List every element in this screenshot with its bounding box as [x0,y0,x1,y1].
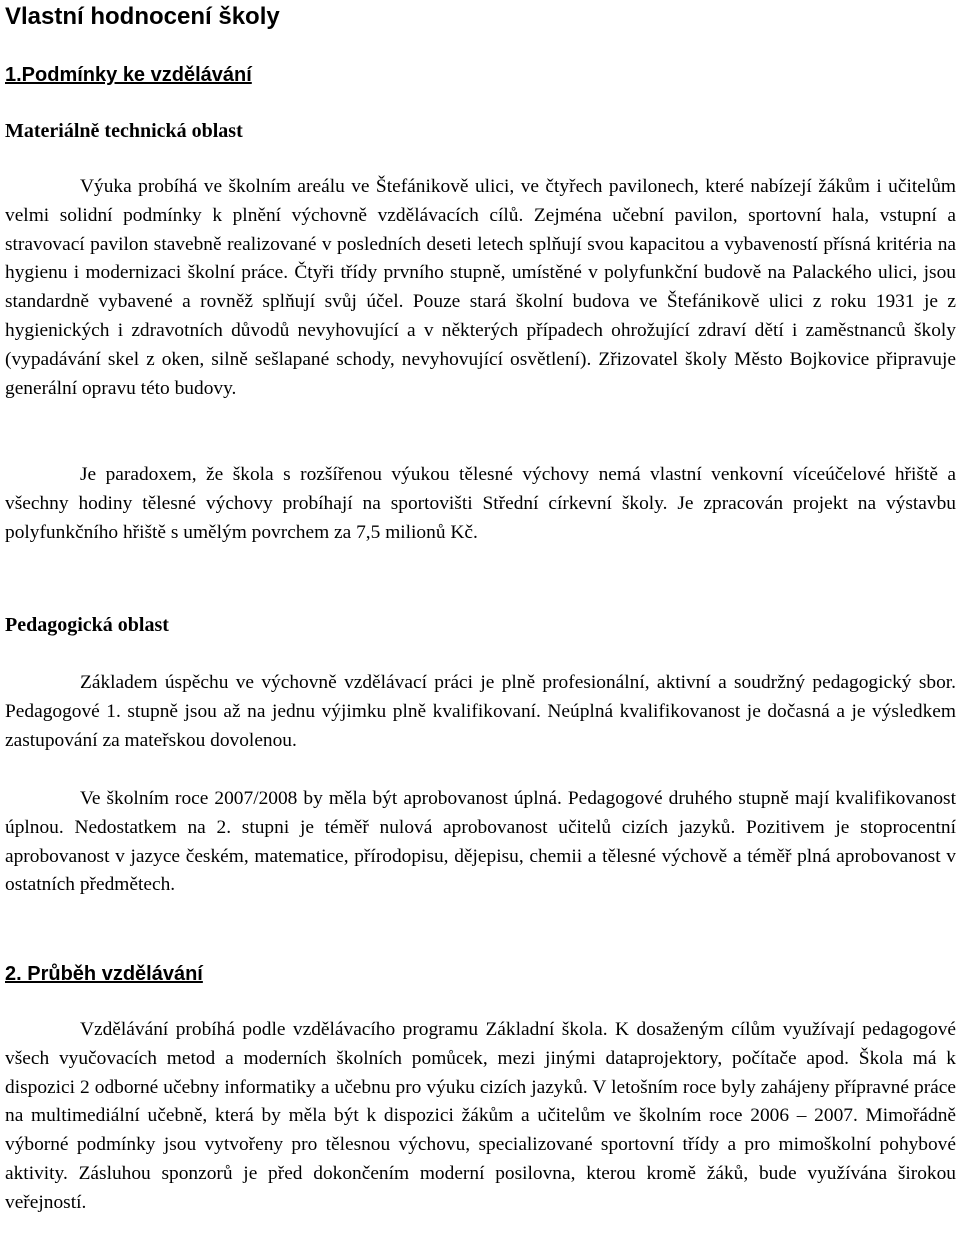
paragraph-education-1: Vzdělávání probíhá podle vzdělávacího programu Základní škola. K dosaženým cílům využívají pedagogové všech vyučovacích metod a moderních školních pomůcek, mezi jinými dataprojektory, počítače apod. Škola má k dispozici 2 odborné učebny informatiky a učebnu pro výuku cizích jazyků. V letošním roce byly zahájeny přípravné práce na multimediální učebně, která by měla být k dispozici žákům a učitelům ve školním roce 2006 – 2007. Mimořádně výborné podmínky jsou vytvořeny pro tělesnou výchovu, specializované sportovní třídy a pro mimoškolní pohybové aktivity. Zásluhou sponzorů je před dokončením moderní posilovna, kterou kromě žáků, bude využívána širokou veřejností. [5,1019,956,1213]
paragraph-pedagogic-2: Ve školním roce 2007/2008 by měla být aprobovanost úplná. Pedagogové druhého stupně mají kvalifikovanost úplnou. Nedostatkem na 2. stupni je téměř nulová aprobovanost učitelů cizích jazyků. Pozitivem je stoprocentní aprobovanost v jazyce českém, matematice, přírodopisu, dějepisu, chemii a tělesné výchově a téměř plná aprobovanost v ostatních předmětech. [5,788,956,896]
paragraph-material-1: Výuka probíhá ve školním areálu ve Štefánikově ulici, ve čtyřech pavilonech, které nabízejí žákům i učitelům velmi solidní podmínky k plnění výchovně vzdělávacích cílů. Zejména učební pavilon, sportovní hala, vstupní a stravovací pavilon stavebně realizované v posledních deseti letech splňují svou kapacitou a vybaveností přísná kritéria na hygienu i modernizaci školní práce. Čtyři třídy prvního stupně, umístěné v polyfunkční budově na Palackého ulici, jsou standardně vybavené a rovněž splňují svůj účel. Pouze stará školní budova ve Štefánikově ulici z roku 1931 je z hygienických i zdravotních důvodů nevyhovující a v některých případech ohrožující zdraví dětí i zaměstnanců školy (vypadávání skel z oken, silně sešlapané schody, nevyhovující osvětlení). Zřizovatel školy Město Bojkovice připravuje generální opravu této budovy. [5,176,956,399]
section-heading-conditions: 1.Podmínky ke vzdělávání [5,64,252,86]
subheading-material: Materiálně technická oblast [5,120,243,142]
subheading-pedagogic: Pedagogická oblast [5,614,169,636]
paragraph-material-2: Je paradoxem, že škola s rozšířenou výukou tělesné výchovy nemá vlastní venkovní víceúčelové hřiště a všechny hodiny tělesné výchovy probíhají na sportovišti Střední církevní školy. Je zpracován projekt na výstavbu polyfunkčního hřiště s umělým povrchem za 7,5 milionů Kč. [5,464,956,543]
page-title: Vlastní hodnocení školy [5,3,280,30]
paragraph-pedagogic-1: Základem úspěchu ve výchovně vzdělávací práci je plně profesionální, aktivní a soudržný pedagogický sbor. Pedagogové 1. stupně jsou až na jednu výjimku plně kvalifikovaní. Neúplná kvalifikovanost je dočasná a je výsledkem zastupování za mateřskou dovolenou. [5,672,956,751]
section-heading-education: 2. Průběh vzdělávání [5,963,203,985]
